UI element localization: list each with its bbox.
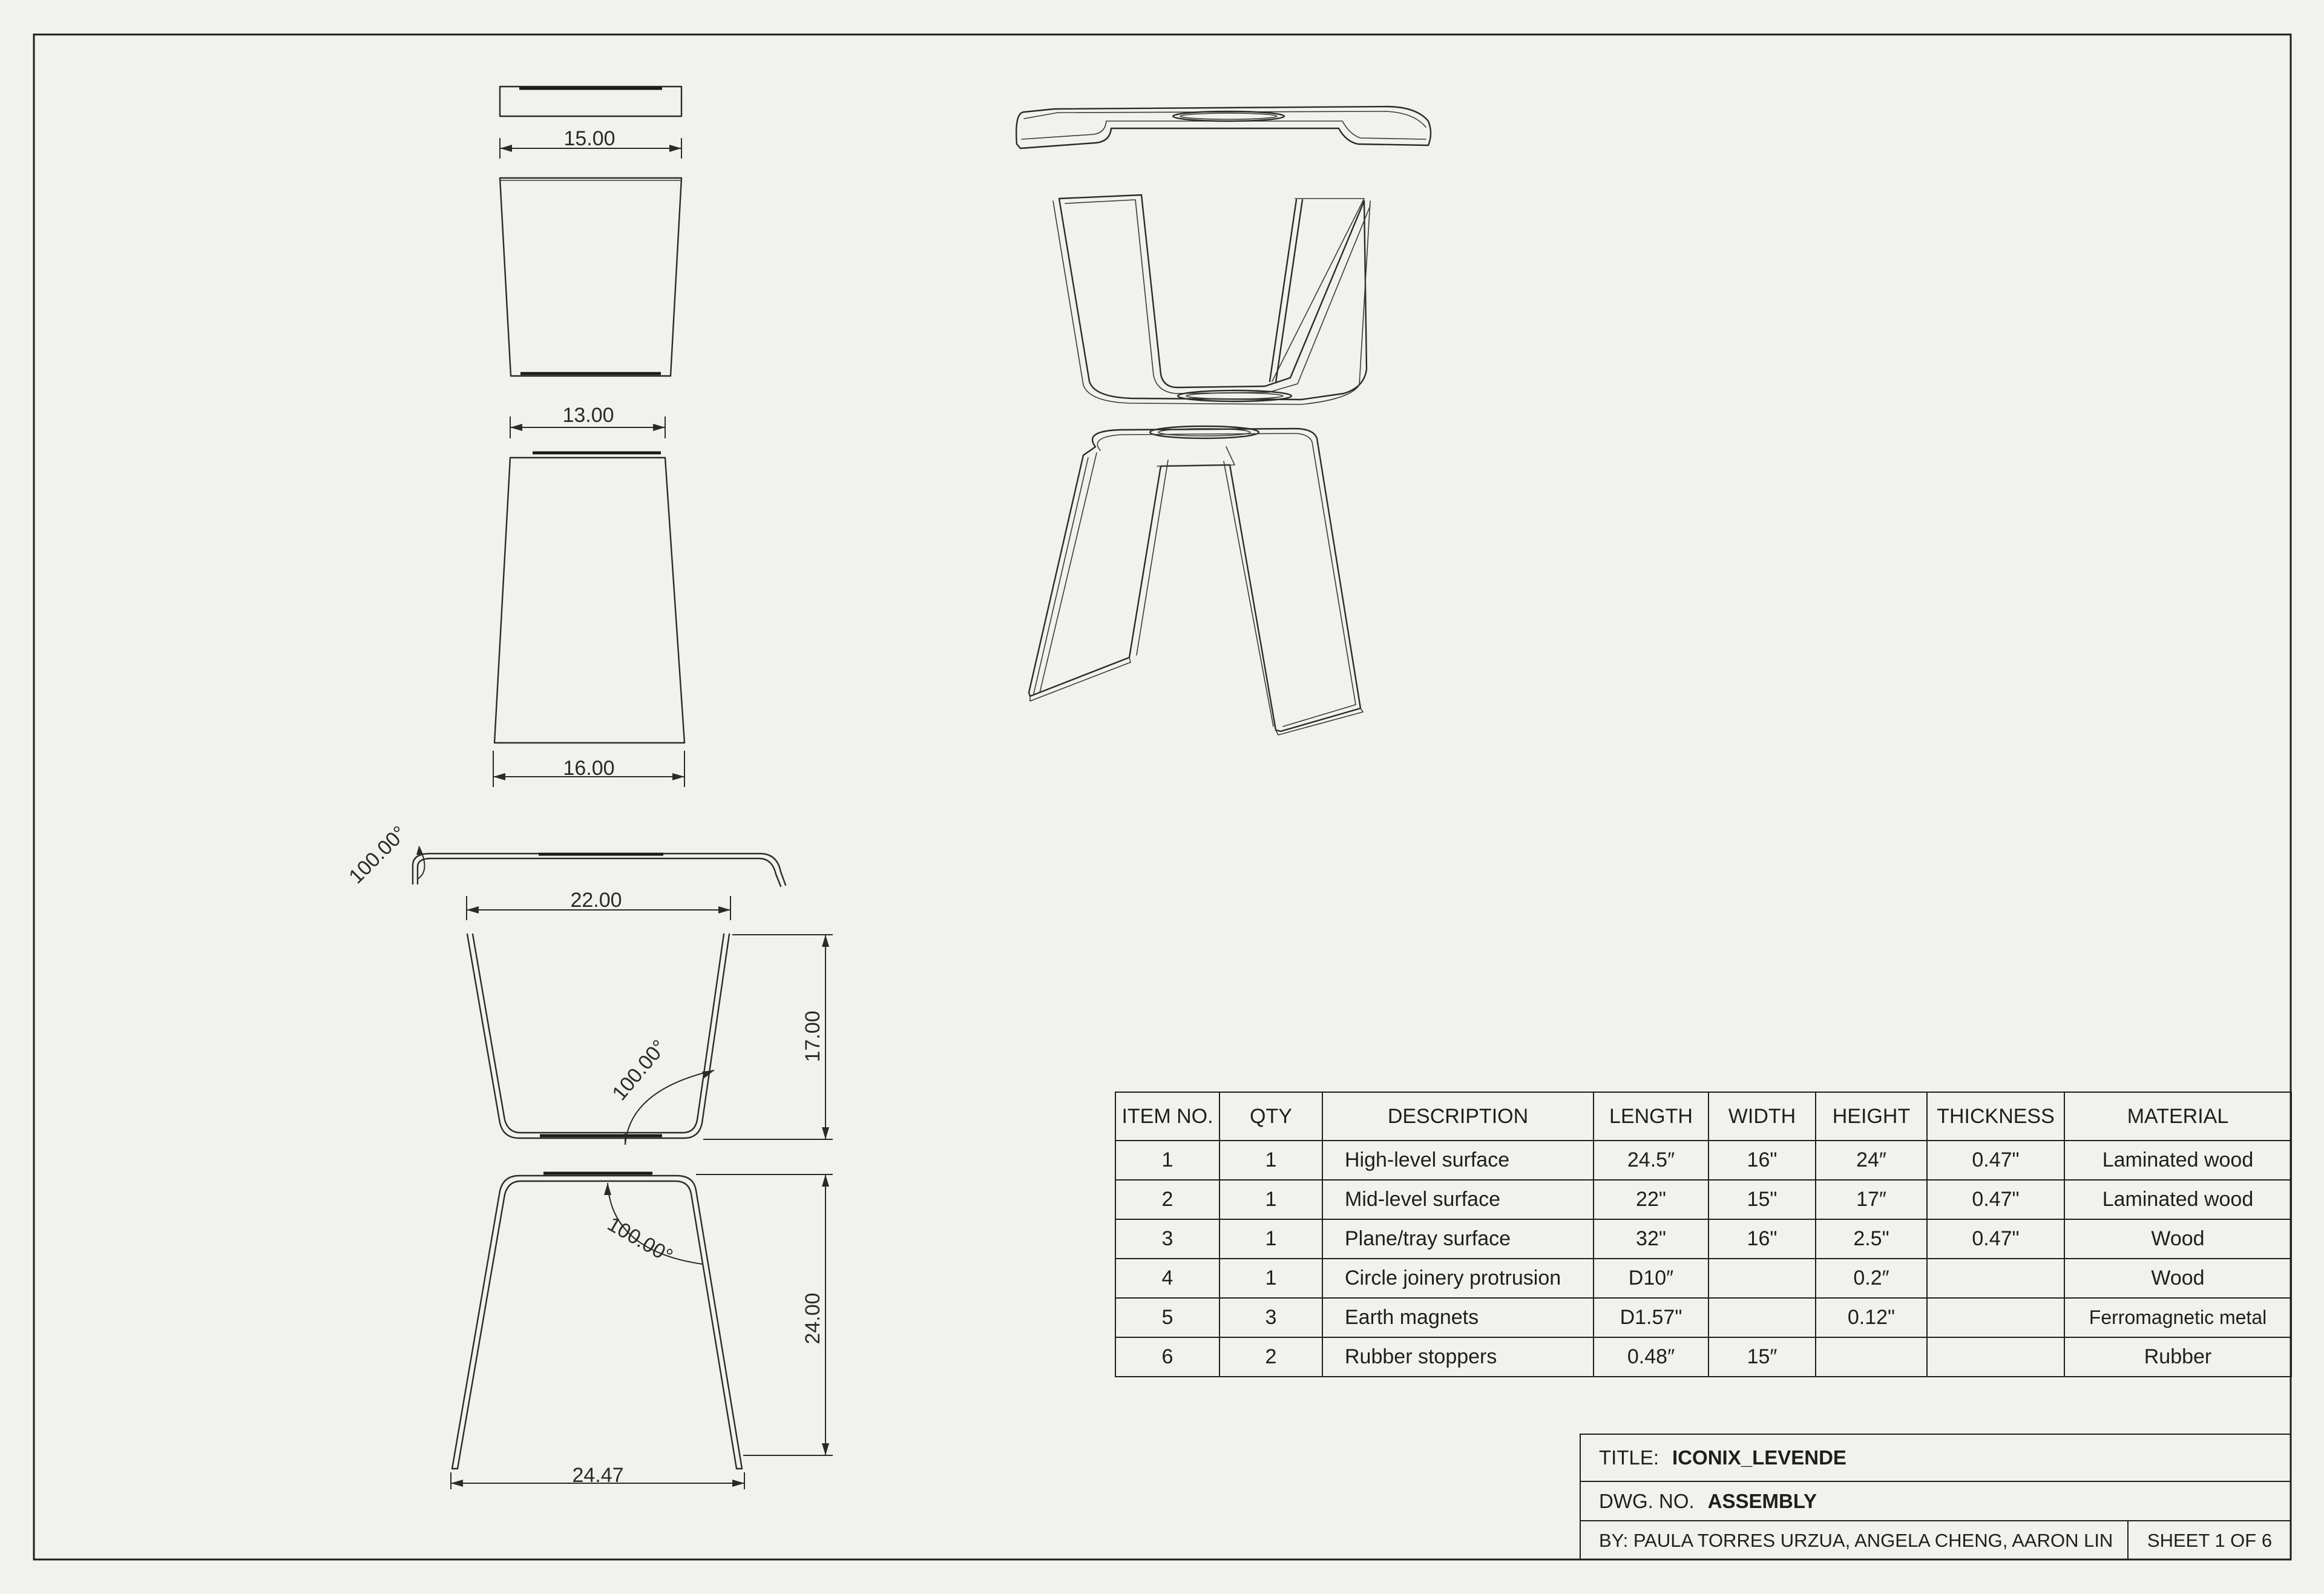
cell-width: 15″ <box>1709 1337 1816 1377</box>
cell-thickness: 0.47" <box>1927 1219 2064 1259</box>
cell-length: 22" <box>1594 1180 1709 1219</box>
table-row <box>1115 1180 2291 1219</box>
lower-surface-top-view <box>494 453 684 743</box>
dimension-15 <box>500 127 681 159</box>
cell-qty: 2 <box>1219 1337 1322 1377</box>
bom-header-row <box>1115 1092 2291 1141</box>
tray-front-view <box>344 822 786 888</box>
cell-material: Wood <box>2064 1219 2291 1259</box>
cell-description: Circle joinery protrusion <box>1322 1259 1594 1298</box>
cell-item: 5 <box>1115 1298 1219 1337</box>
sheet-number: SHEET 1 OF 6 <box>2127 1521 2291 1559</box>
cell-length: 0.48″ <box>1594 1337 1709 1377</box>
bill-of-materials-table <box>1115 1092 2292 1377</box>
authors-row <box>1580 1520 2291 1559</box>
cell-qty: 1 <box>1219 1219 1322 1259</box>
header-description: DESCRIPTION <box>1322 1092 1594 1141</box>
header-height: HEIGHT <box>1816 1092 1927 1141</box>
cell-description: Mid-level surface <box>1322 1180 1594 1219</box>
header-item-no: ITEM NO. <box>1115 1092 1219 1141</box>
header-length: LENGTH <box>1594 1092 1709 1141</box>
cell-description: Plane/tray surface <box>1322 1219 1594 1259</box>
cell-qty: 1 <box>1219 1259 1322 1298</box>
cell-qty: 1 <box>1219 1141 1322 1180</box>
dimension-label-16: 16.00 <box>563 757 615 780</box>
cell-thickness: 0.47" <box>1927 1141 2064 1180</box>
table-row <box>1115 1141 2291 1180</box>
cell-material: Rubber <box>2064 1337 2291 1377</box>
cell-thickness <box>1927 1259 2064 1298</box>
cell-length: D10″ <box>1594 1259 1709 1298</box>
tray-top-view <box>500 87 681 116</box>
lower-surface-isometric-view <box>1029 426 1363 735</box>
cell-length: D1.57" <box>1594 1298 1709 1337</box>
cell-thickness: 0.47" <box>1927 1180 2064 1219</box>
cell-thickness <box>1927 1298 2064 1337</box>
dimension-label-22: 22.00 <box>570 889 622 912</box>
cell-thickness <box>1927 1337 2064 1377</box>
table-row <box>1115 1219 2291 1259</box>
mid-surface-front-view <box>467 934 833 1145</box>
cell-width: 15" <box>1709 1180 1816 1219</box>
dwg-row <box>1580 1481 2291 1520</box>
cell-qty: 1 <box>1219 1180 1322 1219</box>
table-row <box>1115 1337 2291 1377</box>
angle-label-lower: 100.00° <box>603 1212 677 1268</box>
cell-height: 0.12" <box>1816 1298 1927 1337</box>
dimension-label-17: 17.00 <box>801 1010 824 1062</box>
lower-surface-front-view <box>451 1173 833 1489</box>
cell-material: Laminated wood <box>2064 1141 2291 1180</box>
cell-height: 17″ <box>1816 1180 1927 1219</box>
cell-description: Earth magnets <box>1322 1298 1594 1337</box>
header-width: WIDTH <box>1709 1092 1816 1141</box>
cell-item: 4 <box>1115 1259 1219 1298</box>
dimension-22 <box>467 889 730 920</box>
cell-description: High-level surface <box>1322 1141 1594 1180</box>
angle-label-mid: 100.00° <box>608 1035 671 1105</box>
dimension-16 <box>493 751 684 787</box>
cell-material: Ferromagnetic metal <box>2064 1298 2291 1337</box>
header-material: MATERIAL <box>2064 1092 2291 1141</box>
table-row <box>1115 1298 2291 1337</box>
mid-surface-isometric-view <box>1053 195 1370 404</box>
tray-isometric-view <box>1016 107 1431 148</box>
cell-width: 16" <box>1709 1141 1816 1180</box>
cell-description: Rubber stoppers <box>1322 1337 1594 1377</box>
cell-item: 3 <box>1115 1219 1219 1259</box>
table-row <box>1115 1259 2291 1298</box>
dwg-label: DWG. NO. <box>1599 1489 1695 1512</box>
header-thickness: THICKNESS <box>1927 1092 2064 1141</box>
cell-width <box>1709 1259 1816 1298</box>
authors-text: BY: PAULA TORRES URZUA, ANGELA CHENG, AARON LIN <box>1599 1529 2113 1551</box>
cell-item: 6 <box>1115 1337 1219 1377</box>
cell-length: 24.5″ <box>1594 1141 1709 1180</box>
title-value: ICONIX_LEVENDE <box>1672 1446 1846 1469</box>
cell-qty: 3 <box>1219 1298 1322 1337</box>
dimension-label-2447: 24.47 <box>572 1464 624 1487</box>
cell-width <box>1709 1298 1816 1337</box>
cell-length: 32" <box>1594 1219 1709 1259</box>
cell-item: 2 <box>1115 1180 1219 1219</box>
cell-material: Wood <box>2064 1259 2291 1298</box>
title-block <box>1580 1434 2291 1559</box>
dimension-label-24: 24.00 <box>801 1293 824 1345</box>
dimension-13 <box>510 404 665 438</box>
angle-label-tray: 100.00° <box>344 822 412 889</box>
cell-material: Laminated wood <box>2064 1180 2291 1219</box>
cell-item: 1 <box>1115 1141 1219 1180</box>
dwg-value: ASSEMBLY <box>1707 1489 1817 1512</box>
header-qty: QTY <box>1219 1092 1322 1141</box>
mid-surface-top-view <box>500 178 681 376</box>
cell-height: 0.2″ <box>1816 1259 1927 1298</box>
cell-height: 24″ <box>1816 1141 1927 1180</box>
title-row <box>1580 1434 2291 1481</box>
cell-height: 2.5" <box>1816 1219 1927 1259</box>
title-label: TITLE: <box>1599 1446 1659 1469</box>
dimension-label-15: 15.00 <box>563 127 615 150</box>
dimension-label-13: 13.00 <box>562 404 614 427</box>
cell-width: 16" <box>1709 1219 1816 1259</box>
cell-height <box>1816 1337 1927 1377</box>
